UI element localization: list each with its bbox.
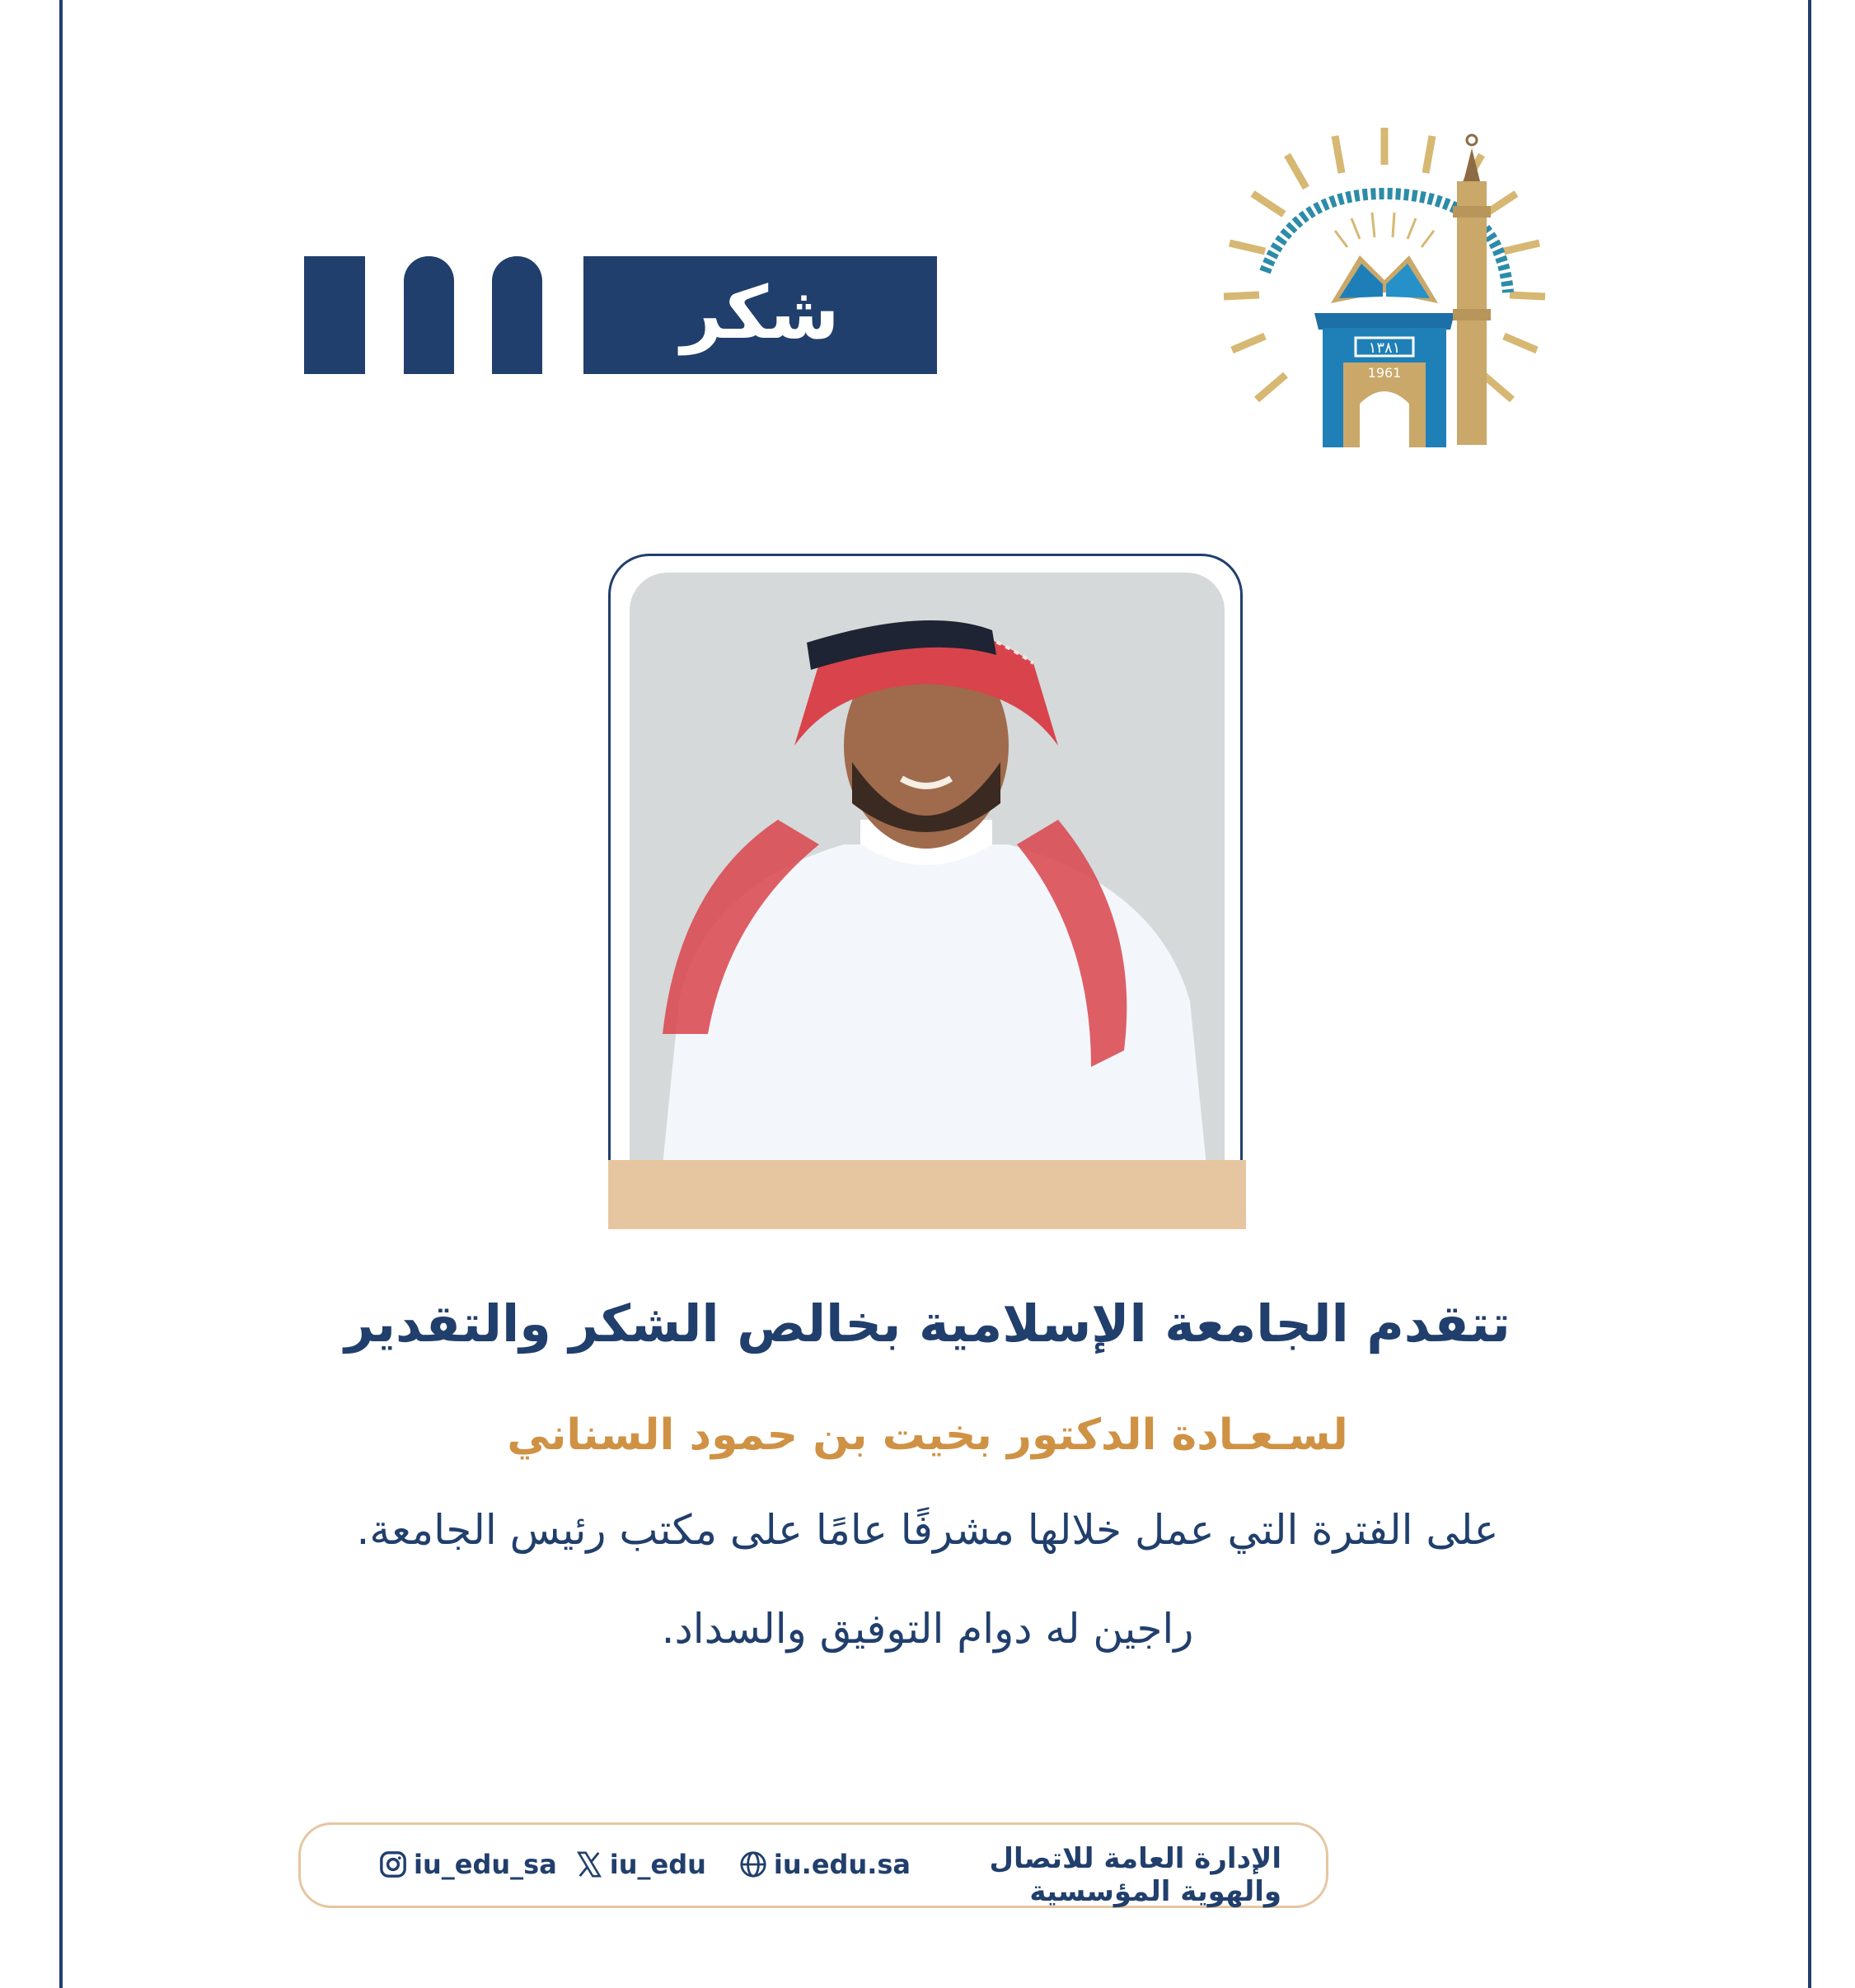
university-logo xyxy=(1220,115,1549,453)
social-instagram[interactable] xyxy=(379,1849,557,1880)
portrait-photo xyxy=(630,573,1225,1166)
social-label: iu.edu.sa xyxy=(773,1849,911,1880)
social-x[interactable] xyxy=(575,1849,706,1880)
social-label: iu_edu_sa xyxy=(414,1849,557,1880)
globe-icon xyxy=(739,1850,767,1878)
header-deco-arch xyxy=(404,256,454,374)
x-twitter-icon xyxy=(575,1850,603,1878)
social-label: iu_edu xyxy=(609,1849,706,1880)
department-label: الإدارة العامة للاتصال والهوية المؤسسية xyxy=(989,1842,1281,1908)
photo-caption-bar xyxy=(608,1160,1246,1229)
recipient-name: لسـعـادة الدكتور بخيت بن حمود السناني xyxy=(507,1410,1348,1460)
body-text-line2: راجين له دوام التوفيق والسداد. xyxy=(661,1605,1194,1653)
body-text-line1: على الفترة التي عمل خلالها مشرفًا عامًا على مكتب رئيس الجامعة. xyxy=(356,1506,1499,1554)
page-title: شكر xyxy=(681,269,840,355)
left-border-line xyxy=(59,0,63,1988)
header-deco-arch xyxy=(492,256,542,374)
svg-text:١٣٨١: ١٣٨١ xyxy=(1368,339,1401,357)
headline: تتقدم الجامعة الإسلامية بخالص الشكر والتقدير xyxy=(344,1293,1511,1354)
instagram-icon xyxy=(379,1850,407,1878)
social-links xyxy=(379,1844,911,1885)
person-silhouette xyxy=(630,573,1225,1166)
title-banner xyxy=(583,256,937,374)
social-website[interactable] xyxy=(739,1849,911,1880)
right-border-line xyxy=(1808,0,1811,1988)
header-deco-rect xyxy=(304,256,365,374)
svg-text:1961: 1961 xyxy=(1367,365,1402,381)
